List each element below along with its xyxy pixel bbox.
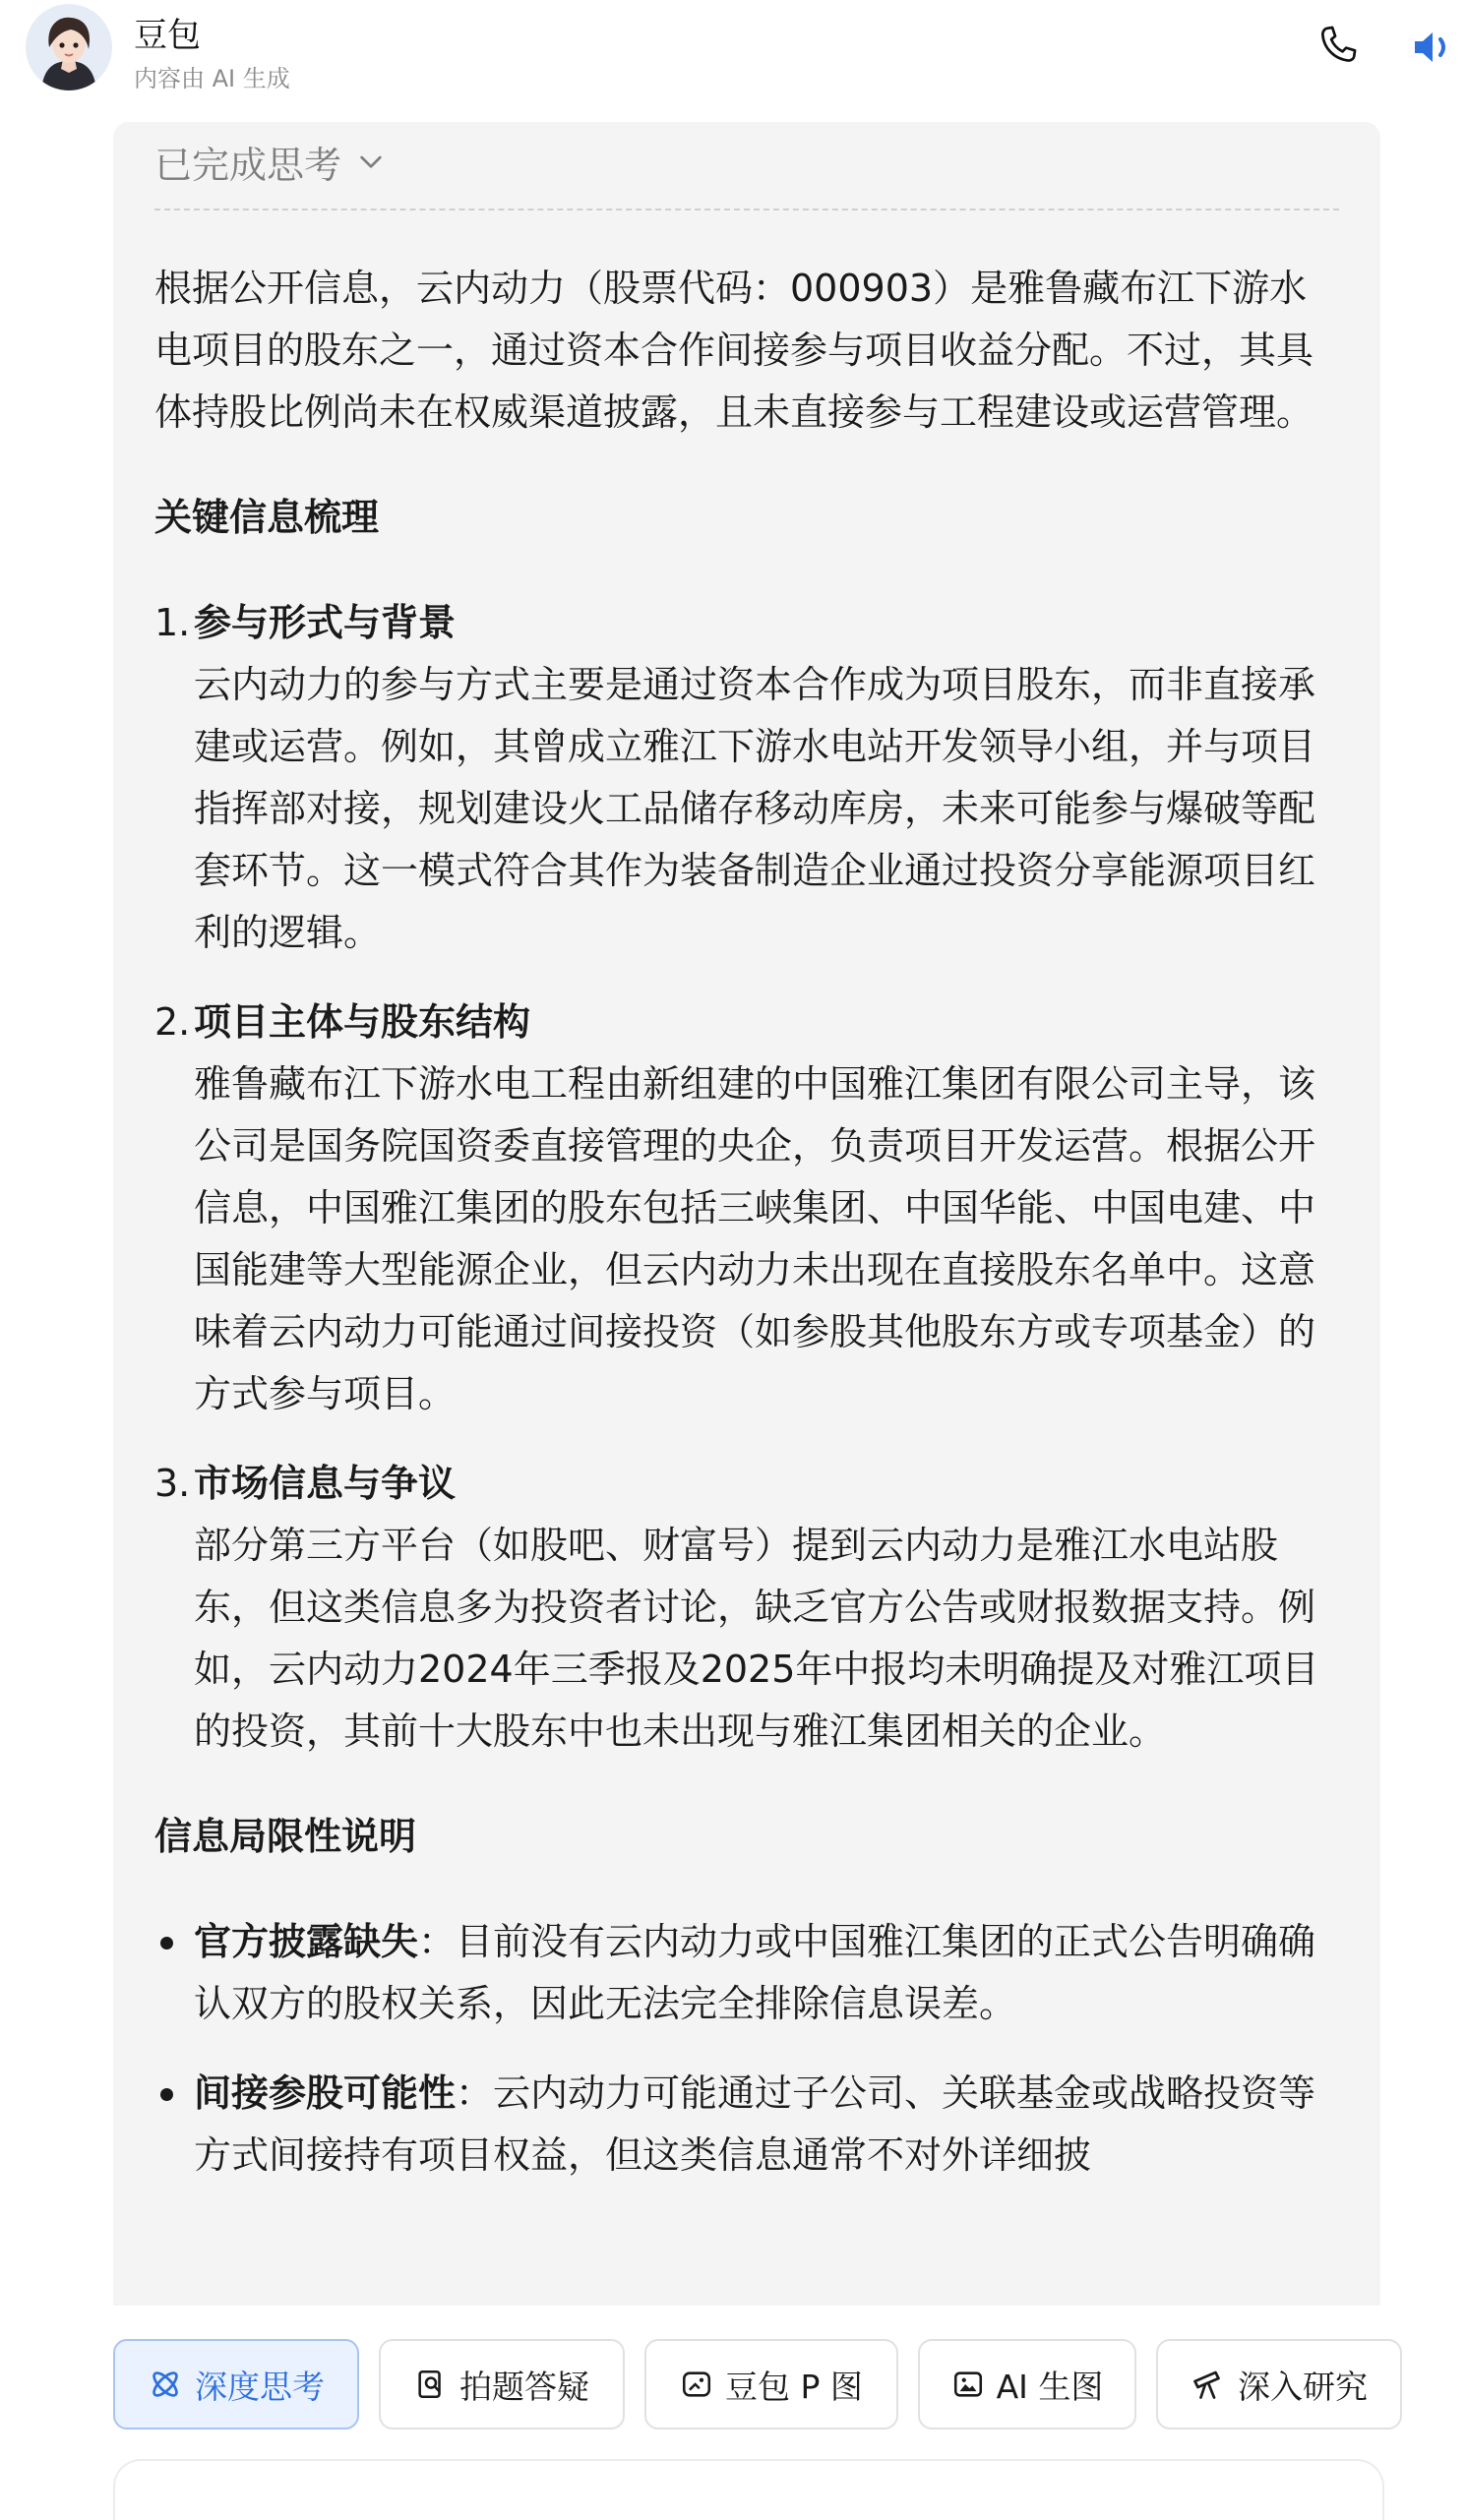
message-input-area[interactable] bbox=[113, 2459, 1384, 2520]
list-item bbox=[154, 592, 1335, 964]
atom-icon bbox=[148, 2367, 183, 2402]
voice-button[interactable] bbox=[1409, 18, 1466, 77]
chip-label: 深入研究 bbox=[1238, 2367, 1368, 2406]
chip-label: AI 生图 bbox=[996, 2367, 1104, 2406]
photo-question-button[interactable] bbox=[379, 2339, 625, 2430]
thinking-label: 已完成思考 bbox=[154, 143, 342, 187]
point-text: 云内动力的参与方式主要是通过资本合作成为项目股东，而非直接承建或运营。例如，其曾成立雅江下游水电站开发领导小组，并与项目指挥部对接，规划建设火工品储存移动库房，未来可能参与爆破等配套环节。这一模式符合其作为装备制造企业通过投资分享能源项目红利的逻辑。 bbox=[194, 663, 1316, 954]
list-item bbox=[154, 991, 1335, 1425]
image-edit-icon bbox=[680, 2368, 713, 2401]
point-text: 部分第三方平台（如股吧、财富号）提到云内动力是雅江水电站股东，但这类信息多为投资者讨论，缺乏官方公告或财报数据支持。例如，云内动力2024年三季报及2025年中报均未明确提及对雅江项目的投资，其前十大股东中也未出现与雅江集团相关的企业。 bbox=[194, 1524, 1319, 1753]
list-number: 3. bbox=[154, 1462, 191, 1505]
bullet-text: ：目前没有云内动力或中国雅江集团的正式公告明确确认双方的股权关系，因此无法完全排除信息误差。 bbox=[194, 1920, 1316, 2025]
divider bbox=[154, 209, 1339, 210]
bullet-title: 间接参股可能性 bbox=[194, 2071, 457, 2115]
chip-label: 拍题答疑 bbox=[459, 2367, 589, 2406]
list-item bbox=[154, 1453, 1335, 1763]
chat-title: 豆包 bbox=[134, 16, 201, 55]
telescope-icon bbox=[1191, 2367, 1226, 2402]
thinking-toggle[interactable] bbox=[154, 132, 387, 191]
photo-edit-button[interactable] bbox=[644, 2339, 898, 2430]
ai-disclaimer: 内容由 AI 生成 bbox=[134, 65, 290, 92]
ai-image-button[interactable] bbox=[918, 2339, 1136, 2430]
deep-research-button[interactable] bbox=[1156, 2339, 1402, 2430]
section-heading: 信息局限性说明 bbox=[154, 1815, 417, 1858]
bullet-item bbox=[154, 2063, 1335, 2187]
answer-body bbox=[154, 258, 1335, 2187]
list-number: 2. bbox=[154, 1000, 191, 1044]
point-title: 参与形式与背景 bbox=[194, 601, 457, 644]
list-number: 1. bbox=[154, 601, 191, 644]
speaker-icon bbox=[1409, 23, 1464, 72]
phone-icon bbox=[1313, 23, 1363, 72]
answer-card bbox=[113, 122, 1380, 2306]
chevron-down-icon bbox=[355, 146, 387, 177]
bullet-title: 官方披露缺失 bbox=[194, 1920, 419, 1963]
point-text: 雅鲁藏布江下游水电工程由新组建的中国雅江集团有限公司主导，该公司是国务院国资委直接管理的央企，负责项目开发运营。根据公开信息，中国雅江集团的股东包括三峡集团、中国华能、中国电建、中国能建等大型能源企业，但云内动力未出现在直接股东名单中。这意味着云内动力可能通过间接投资（如参股其他股东方或专项基金）的方式参与项目。 bbox=[194, 1062, 1316, 1415]
deep-think-button[interactable] bbox=[113, 2339, 359, 2430]
call-button[interactable] bbox=[1309, 18, 1368, 77]
chat-header bbox=[0, 0, 1466, 108]
chip-label: 豆包 P 图 bbox=[725, 2367, 863, 2406]
bullet-dot bbox=[160, 2088, 173, 2101]
section-heading: 关键信息梳理 bbox=[154, 496, 380, 539]
bullet-item bbox=[154, 1911, 1335, 2035]
bullet-dot bbox=[160, 1937, 173, 1950]
answer-intro: 根据公开信息，云内动力（股票代码：000903）是雅鲁藏布江下游水电项目的股东之一，通过资本合作间接参与项目收益分配。不过，其具体持股比例尚未在权威渠道披露，且未直接参与工程建设或运营管理。 bbox=[154, 267, 1314, 434]
chip-label: 深度思考 bbox=[195, 2367, 325, 2406]
bot-avatar[interactable] bbox=[26, 4, 112, 90]
point-title: 项目主体与股东结构 bbox=[194, 1000, 531, 1044]
image-icon bbox=[951, 2368, 985, 2401]
point-title: 市场信息与争议 bbox=[194, 1462, 457, 1505]
bullet-text: ：云内动力可能通过子公司、关联基金或战略投资等方式间接持有项目权益，但这类信息通常不对外详细披 bbox=[194, 2071, 1316, 2177]
scan-question-icon bbox=[414, 2368, 448, 2401]
